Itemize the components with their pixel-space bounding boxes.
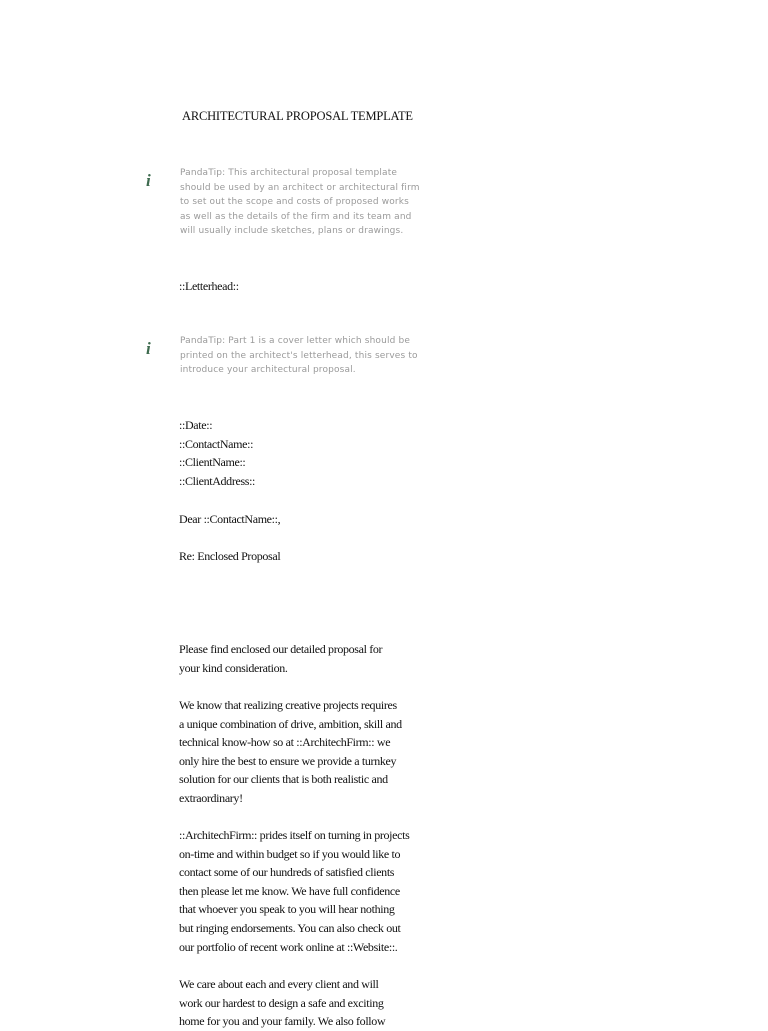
paragraph-line: only hire the best to ensure we provide a turnkey bbox=[179, 753, 397, 768]
paragraph-line: a unique combination of drive, ambition, skill and bbox=[179, 716, 402, 731]
tip-line: printed on the architect's letterhead, this serves to bbox=[180, 350, 418, 361]
tip-line: will usually include sketches, plans or drawings. bbox=[180, 226, 404, 237]
salutation bbox=[179, 510, 280, 529]
tip-line: as well as the details of the firm and its team and bbox=[180, 211, 412, 222]
client-name-placeholder: ::ClientName:: bbox=[179, 455, 246, 470]
subject-line bbox=[179, 547, 280, 566]
tip-line: introduce your architectural proposal. bbox=[180, 365, 356, 376]
subject-text: Re: Enclosed Proposal bbox=[179, 549, 281, 563]
tip-line: PandaTip: Part 1 is a cover letter which should be bbox=[180, 336, 411, 346]
paragraph-line: ::ArchitechFirm:: prides itself on turning in projects bbox=[179, 828, 410, 842]
contact-name-placeholder: ::ContactName:: bbox=[179, 436, 254, 451]
paragraph-line: technical know-how so at ::ArchitechFirm:: we bbox=[179, 735, 391, 750]
paragraph-line: our portfolio of recent work online at ::Website::. bbox=[179, 939, 398, 954]
tip-line: should be used by an architect or architectural firm bbox=[180, 182, 420, 193]
paragraph-line: then please let me know. We have full confidence bbox=[179, 883, 400, 898]
tip-line: PandaTip: This architectural proposal template bbox=[180, 168, 398, 178]
document-title: ARCHITECTURAL PROPOSAL TEMPLATE bbox=[182, 109, 413, 123]
paragraph-line: We care about each and every client and will bbox=[179, 977, 379, 991]
paragraph-line: We know that realizing creative projects requires bbox=[179, 698, 397, 712]
paragraph-line: work our hardest to design a safe and exciting bbox=[179, 995, 384, 1010]
letterhead-text: ::Letterhead:: bbox=[179, 279, 239, 293]
letterhead-placeholder bbox=[179, 277, 239, 296]
paragraph-line: contact some of our hundreds of satisfied clients bbox=[179, 865, 395, 880]
paragraph-line: home for you and your family. We also follow bbox=[179, 1014, 386, 1029]
paragraph-line: extraordinary! bbox=[179, 790, 243, 805]
paragraph-creative-projects bbox=[179, 696, 402, 808]
paragraph-line: but ringing endorsements. You can also check out bbox=[179, 920, 401, 935]
salutation-text: Dear ::ContactName::, bbox=[179, 512, 281, 526]
info-icon: i bbox=[146, 171, 151, 190]
paragraph-line: your kind consideration. bbox=[179, 660, 288, 675]
paragraph-line: Please find enclosed our detailed proposal for bbox=[179, 642, 383, 656]
paragraph-firm-pride bbox=[179, 826, 409, 956]
paragraph-line: on-time and within budget so if you would like to bbox=[179, 846, 401, 861]
paragraph-line: that whoever you speak to you will hear nothing bbox=[179, 902, 395, 917]
client-address-placeholder: ::ClientAddress:: bbox=[179, 473, 256, 488]
paragraph-line: solution for our clients that is both realistic and bbox=[179, 772, 388, 787]
address-block bbox=[179, 416, 255, 490]
panda-tip-intro bbox=[180, 166, 420, 239]
paragraph-enclosed bbox=[179, 640, 382, 677]
panda-tip-cover-letter bbox=[180, 334, 416, 378]
tip-line: to set out the scope and costs of proposed works bbox=[180, 197, 409, 208]
info-icon: i bbox=[146, 339, 151, 358]
paragraph-client-care bbox=[179, 975, 385, 1031]
date-placeholder: ::Date:: bbox=[179, 418, 213, 432]
